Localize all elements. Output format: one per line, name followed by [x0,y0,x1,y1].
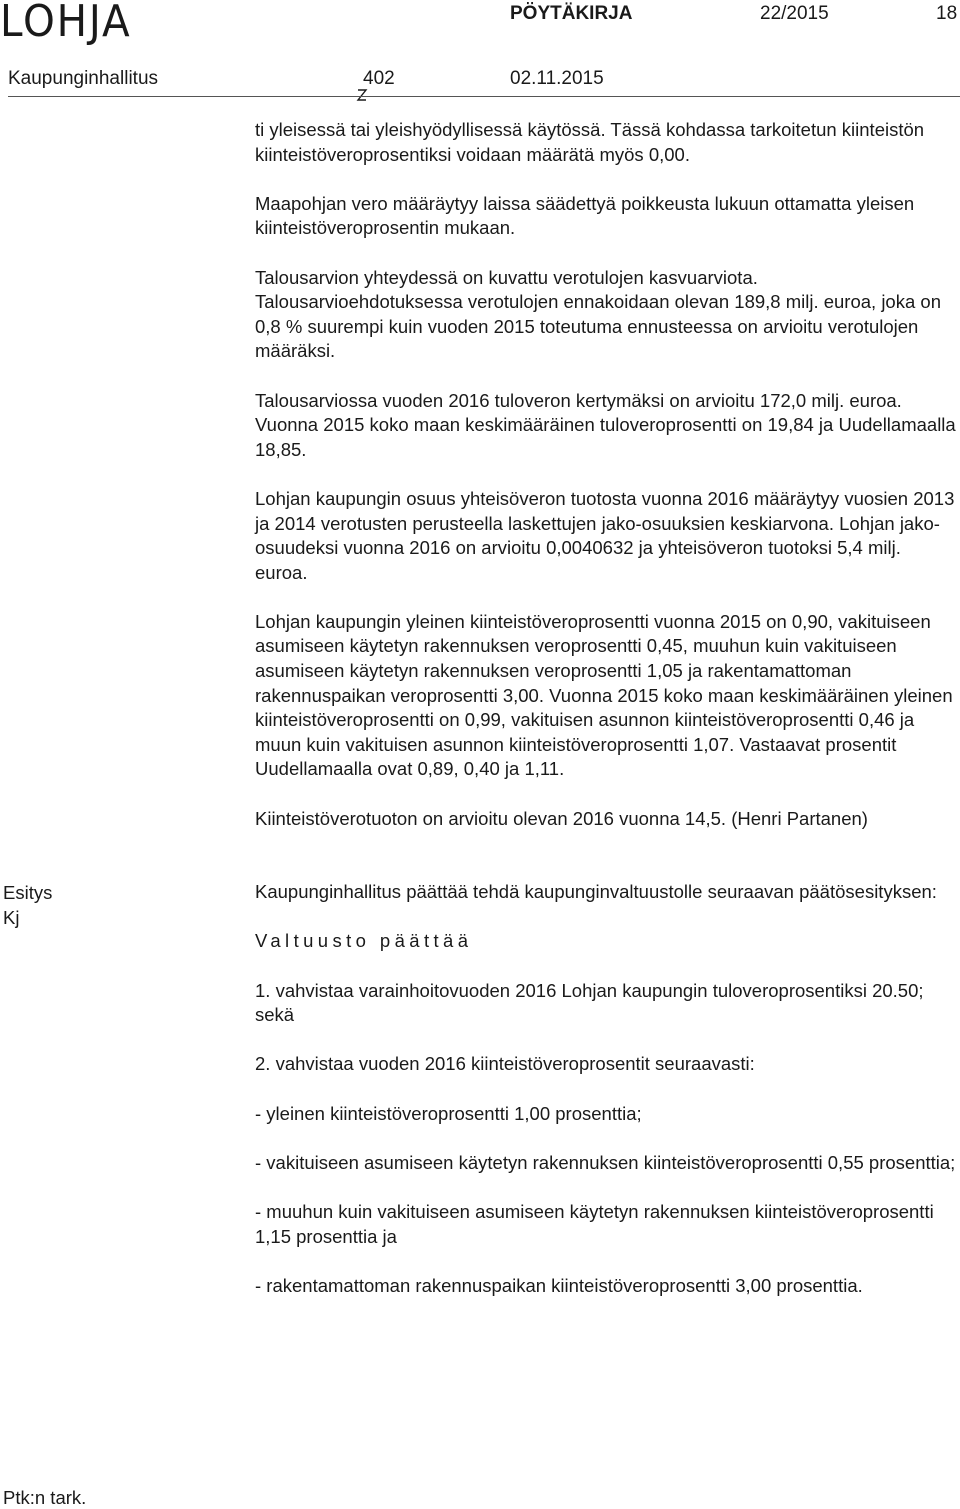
page-number: 18 [936,3,958,24]
body-paragraph: Kiinteistöverotuoton on arvioitu olevan 2016 vuonna 14,5. (Henri Partanen) [255,807,868,829]
proposal-label-line-2: Kj [3,906,20,928]
tax-rate-item: - yleinen kiinteistöveroprosentti 1,00 prosenttia; [255,1102,642,1124]
document-number: 22/2015 [760,3,829,24]
decision-heading: Valtuusto päättää [255,930,473,952]
meeting-date: 02.11.2015 [510,68,604,89]
minutes-checker-label: Ptk:n tark. [3,1487,87,1508]
body-paragraph: Lohjan kaupungin osuus yhteisöveron tuotosta vuonna 2016 määräytyy vuosien 2013 ja 2014 verotusten perusteella laskettujen jako-osuuksien keskiarvona. Lohjan jako-osuudeksi vuonna 2016 on arvioitu 0,0040632 ja yhteisöveron tuotoksi 5,4 milj. euroa. [255,487,955,583]
body-paragraph: Lohjan kaupungin yleinen kiinteistöveroprosentti vuonna 2015 on 0,90, vakituiseen asumiseen käytetyn rakennuksen veroprosentti 0,45, muuhun kuin vakituiseen asumiseen käytetyn rakennuksen veroprosentti 1,05 ja rakentamattoman rakennuspaikan veroprosentti 3,00. Vuonna 2015 koko maan keskimääräinen yleinen kiinteistöveroprosentti on 0,99, vakituisen asunnon kiinteistöveroprosentti 0,46 ja muun kuin vakituisen asunnon kiinteistöveroprosentti 1,07. Vastaavat prosentit Uudellamaalla ovat 0,89, 0,40 ja 1,11. [255,610,953,780]
lohja-logo: LOHJA [0,0,132,47]
tax-rate-item: - vakituiseen asumiseen käytetyn rakennuksen kiinteistöveroprosentti 0,55 prosenttia; [255,1151,956,1173]
document-type: PÖYTÄKIRJA [510,3,633,24]
body-paragraph: ti yleisessä tai yleishyödyllisessä käytössä. Tässä kohdassa tarkoitetun kiinteistön kiinteistöveroprosentiksi voidaan määrätä myös 0,00. [255,119,925,165]
body-paragraph: Talousarvion yhteydessä on kuvattu verotulojen kasvuarviota. Talousarvioehdotuksessa verotulojen ennakoidaan olevan 189,8 milj. euroa, joka on 0,8 % suurempi kuin vuoden 2015 toteutuma ennusteessa on arvioitu verotulojen määräksi. [255,266,941,362]
decision-item: 2. vahvistaa vuoden 2016 kiinteistöveroprosentit seuraavasti: [255,1053,755,1075]
section-number: 402 [363,68,395,89]
proposal-label [3,881,52,930]
proposal-label-line-1: Esitys [3,882,53,903]
tax-rate-item: - rakentamattoman rakennuspaikan kiinteistöveroprosentti 3,00 prosenttia. [255,1274,863,1296]
tax-rate-item: - muuhun kuin vakituiseen asumiseen käytetyn rakennuksen kiinteistöveroprosentti 1,15 prosenttia ja [255,1200,934,1247]
decision-item: 1. vahvistaa varainhoitovuoden 2016 Lohjan kaupungin tuloveroprosentiksi 20.50; sekä [255,979,924,1026]
body-paragraph: Talousarviossa vuoden 2016 tuloveron kertymäksi on arvioitu 172,0 milj. euroa. Vuonna 2015 koko maan keskimääräinen tuloveroprosentti on 19,84 ja Uudellamaalla 18,85. [255,389,956,460]
decision-body: Kaupunginhallitus [8,68,159,89]
body-paragraph: Maapohjan vero määräytyy laissa säädettyä poikkeusta lukuun ottamatta yleisen kiinteistöveroprosentin mukaan. [255,192,915,239]
minutes-body [255,118,957,1298]
header-divider [8,96,960,97]
paragraph-sign-icon [355,88,369,102]
decision-proposal-intro: Kaupunginhallitus päättää tehdä kaupunginvaltuustolle seuraavan päätösesityksen: [255,881,937,903]
